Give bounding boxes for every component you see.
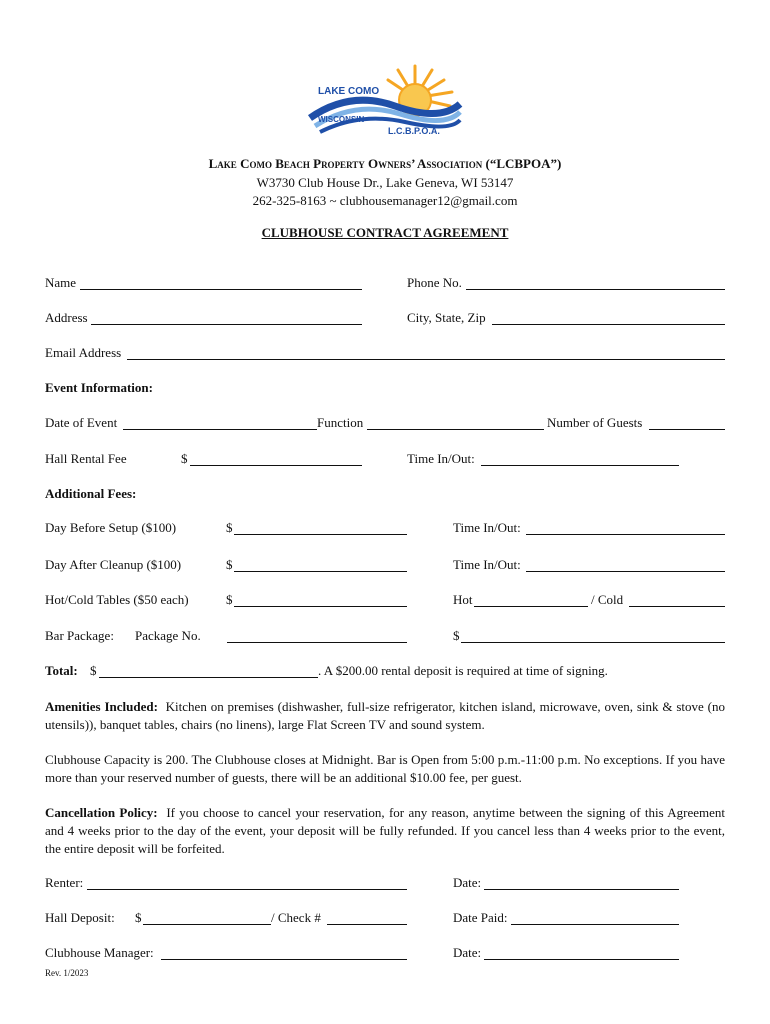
logo-left-text: WISCONSIN	[318, 115, 365, 124]
hall-rental-field[interactable]	[190, 465, 362, 466]
email-field[interactable]	[127, 359, 725, 360]
date-paid-field[interactable]	[511, 924, 679, 925]
date-of-event-label: Date of Event	[45, 415, 118, 430]
guests-label: Number of Guests	[547, 415, 643, 430]
renter-signature-field[interactable]	[87, 889, 407, 890]
package-no-label: Package No.	[135, 628, 201, 643]
cancellation-paragraph	[45, 804, 725, 858]
manager-date-label: Date:	[453, 945, 482, 960]
day-before-time-field[interactable]	[526, 534, 725, 535]
day-after-dollar: $	[226, 557, 233, 572]
cancellation-text: If you choose to cancel your reservation, for any reason, anytime between the signing of this Agreement and 4 weeks prior to the day of the event, your deposit will be fully refunded. If you cancel less than 4 weeks prior to the event, the entire deposit will be forfeited.	[45, 805, 726, 856]
bar-package-dollar: $	[453, 628, 460, 643]
package-no-field[interactable]	[227, 642, 407, 643]
page-title: CLUBHOUSE CONTRACT AGREEMENT	[261, 225, 509, 240]
event-info-heading: Event Information:	[45, 380, 153, 395]
day-after-time-field[interactable]	[526, 571, 725, 572]
deposit-note: . A $200.00 rental deposit is required at time of signing.	[318, 663, 608, 678]
bar-package-label: Bar Package:	[45, 628, 114, 643]
time-in-out-field[interactable]	[481, 465, 679, 466]
tables-label: Hot/Cold Tables ($50 each)	[45, 592, 189, 607]
total-field[interactable]	[99, 677, 318, 678]
cold-field[interactable]	[629, 606, 725, 607]
cancellation-label: Cancellation Policy:	[45, 805, 158, 820]
function-field[interactable]	[367, 429, 544, 430]
check-label: / Check #	[271, 910, 321, 925]
total-dollar: $	[90, 663, 97, 678]
association-address: W3730 Club House Dr., Lake Geneva, WI 53147	[256, 175, 514, 190]
capacity-paragraph: Clubhouse Capacity is 200. The Clubhouse closes at Midnight. Bar is Open from 5:00 p.m.-11:00 p.m. No exceptions. If you have more than your reserved number of guests, there will be an additional $10.00 fee, per guest.	[45, 752, 725, 785]
name-label: Name	[45, 275, 77, 290]
revision-note: Rev. 1/2023	[45, 968, 89, 978]
city-label: City, State, Zip	[407, 310, 486, 325]
association-contact: 262-325-8163 ~ clubhousemanager12@gmail.com	[252, 193, 518, 208]
renter-label: Renter:	[45, 875, 84, 890]
amenities-label: Amenities Included:	[45, 699, 158, 714]
phone-field[interactable]	[466, 289, 725, 290]
guests-field[interactable]	[649, 429, 725, 430]
hot-field[interactable]	[474, 606, 588, 607]
day-after-time-label: Time In/Out:	[453, 557, 521, 572]
hall-rental-dollar: $	[181, 451, 188, 466]
tables-field[interactable]	[234, 606, 407, 607]
logo-top-text: LAKE COMO	[318, 86, 380, 97]
email-label: Email Address	[45, 345, 122, 360]
day-before-field[interactable]	[234, 534, 407, 535]
logo-graphic	[300, 60, 470, 140]
day-before-time-label: Time In/Out:	[453, 520, 521, 535]
amenities-paragraph	[45, 698, 725, 734]
city-field[interactable]	[492, 324, 725, 325]
manager-signature-field[interactable]	[161, 959, 407, 960]
hot-label: Hot	[453, 592, 473, 607]
time-in-out-label: Time In/Out:	[407, 451, 475, 466]
name-field[interactable]	[80, 289, 362, 290]
bar-package-amount-field[interactable]	[461, 642, 725, 643]
hall-deposit-field[interactable]	[143, 924, 271, 925]
additional-fees-heading: Additional Fees:	[45, 486, 137, 501]
logo-right-text: L.C.B.P.O.A.	[388, 126, 440, 136]
address-label: Address	[45, 310, 88, 325]
hall-deposit-label: Hall Deposit:	[45, 910, 115, 925]
hall-deposit-dollar: $	[135, 910, 142, 925]
check-number-field[interactable]	[327, 924, 407, 925]
manager-date-field[interactable]	[484, 959, 679, 960]
renter-date-field[interactable]	[484, 889, 679, 890]
date-of-event-field[interactable]	[123, 429, 317, 430]
hall-rental-label: Hall Rental Fee	[45, 451, 127, 466]
association-name: Lake Como Beach Property Owners’ Association (“LCBPOA”)	[208, 156, 562, 171]
date-paid-label: Date Paid:	[453, 910, 508, 925]
function-label: Function	[317, 415, 364, 430]
tables-dollar: $	[226, 592, 233, 607]
day-before-dollar: $	[226, 520, 233, 535]
day-after-label: Day After Cleanup ($100)	[45, 557, 182, 572]
manager-label: Clubhouse Manager:	[45, 945, 154, 960]
renter-date-label: Date:	[453, 875, 482, 890]
total-label: Total:	[45, 663, 78, 678]
address-field[interactable]	[91, 324, 362, 325]
cold-label: / Cold	[591, 592, 624, 607]
day-before-label: Day Before Setup ($100)	[45, 520, 177, 535]
amenities-text: Kitchen on premises (dishwasher, full-size refrigerator, kitchen island, microwave, oven, sink & stove (no utensils)), banquet tables, chairs (no linens), large Flat Screen TV and sound system.	[45, 699, 725, 732]
day-after-field[interactable]	[234, 571, 407, 572]
phone-label: Phone No.	[407, 275, 462, 290]
association-logo	[300, 60, 470, 140]
